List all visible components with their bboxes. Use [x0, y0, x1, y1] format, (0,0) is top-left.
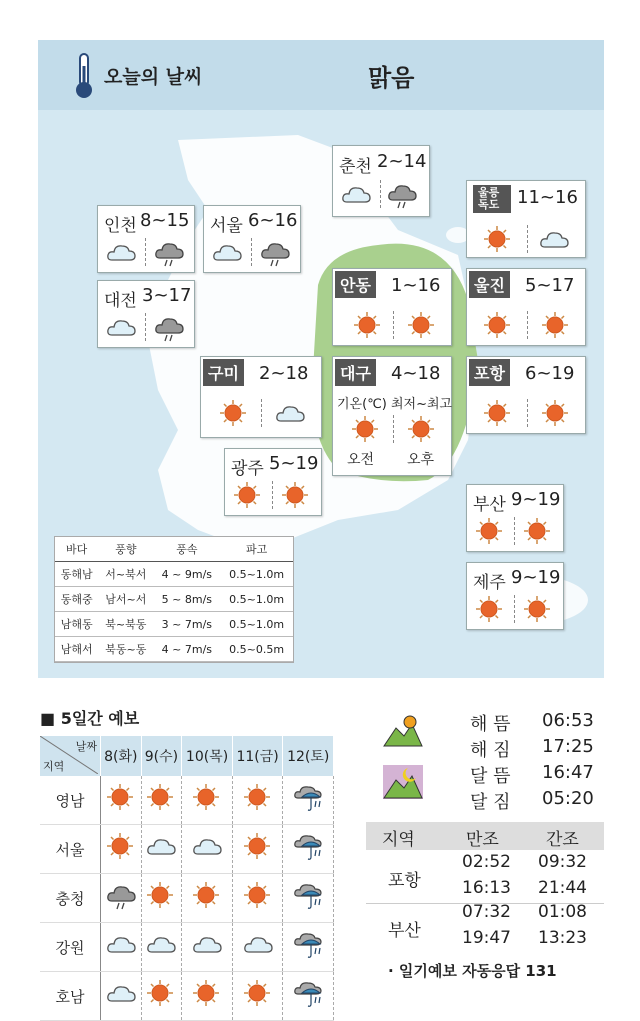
forecast-row [40, 776, 334, 825]
sea-header: 바다 [55, 537, 98, 562]
sun-icon [523, 595, 551, 623]
sun-icon [233, 481, 261, 509]
corner-bottom: 지역 [43, 760, 65, 773]
sunset-label: 해 짐 [470, 740, 511, 761]
sun-icon [407, 415, 435, 443]
forecast-cell [101, 776, 142, 825]
city-name: 광주 [231, 459, 264, 479]
cloud-icon [341, 180, 371, 210]
sea-cell: 4 ~ 7m/s [153, 637, 220, 662]
tide-high-1: 02:52 [462, 852, 511, 872]
tide-high-1: 07:32 [462, 902, 511, 922]
sea-row [55, 562, 293, 587]
sun-icon [243, 881, 273, 911]
rain-icon [293, 979, 323, 1009]
cloud-rain-icon [154, 238, 184, 268]
header-weather: 맑음 [368, 64, 415, 92]
city-range: 1~16 [391, 275, 441, 296]
moonset-row [470, 788, 594, 814]
forecast-cell [283, 923, 334, 972]
card-seoul [203, 205, 301, 273]
sun-icon [243, 832, 273, 862]
sunrise-row [470, 710, 594, 736]
city-range: 9~19 [511, 567, 561, 588]
forecast-region: 강원 [40, 923, 101, 972]
forecast-corner [40, 736, 101, 776]
sea-row [55, 637, 293, 662]
tide-high-2: 16:13 [462, 878, 511, 898]
divider [380, 180, 381, 208]
tide-low-1: 01:08 [538, 902, 587, 922]
sea-cell: 3 ~ 7m/s [153, 612, 220, 637]
forecast-cell [232, 825, 283, 874]
sea-header-row [55, 537, 293, 562]
cloud-icon [106, 979, 136, 1009]
rain-icon [293, 930, 323, 960]
forecast-cell [182, 972, 233, 1021]
card-uljin [466, 268, 586, 346]
cloud-rain-icon [387, 180, 417, 210]
cloud-icon [146, 930, 176, 960]
sea-cell: 북동~동 [98, 637, 153, 662]
card-gumi [200, 356, 322, 438]
forecast-region: 영남 [40, 776, 101, 825]
divider [261, 399, 262, 427]
forecast-header-row [40, 736, 334, 776]
card-daegu [332, 356, 452, 476]
city-tag: 울진 [469, 271, 510, 298]
sun-icon [192, 979, 222, 1009]
forecast-cell [182, 776, 233, 825]
tide-header [366, 822, 604, 850]
forecast-day: 11(금) [232, 736, 283, 776]
cloud-icon [146, 832, 176, 862]
city-tag: 대구 [335, 359, 376, 386]
cloud-icon [192, 832, 222, 862]
forecast-cell [101, 923, 142, 972]
moonset-time: 05:20 [542, 788, 594, 809]
forecast-region: 서울 [40, 825, 101, 874]
cloud-rain-icon [260, 238, 290, 268]
tide-region: 포항 [388, 871, 421, 891]
tide-high-2: 19:47 [462, 928, 511, 948]
forecast-cell [141, 825, 182, 874]
city-range: 3~17 [142, 285, 192, 306]
forecast-region: 충청 [40, 874, 101, 923]
forecast-cell [101, 874, 142, 923]
divider [393, 415, 394, 443]
forecast-cell [232, 776, 283, 825]
sea-cell: 북~북동 [98, 612, 153, 637]
sea-header: 풍향 [98, 537, 153, 562]
divider [272, 481, 273, 509]
tide-header-region: 지역 [382, 830, 415, 850]
sea-cell: 서~북서 [98, 562, 153, 587]
city-tag: 안동 [335, 271, 376, 298]
city-tag: 구미 [203, 359, 244, 386]
sun-icon [407, 311, 435, 339]
divider [527, 399, 528, 427]
city-range: 6~16 [248, 210, 298, 231]
forecast-region: 호남 [40, 972, 101, 1021]
rain-icon [293, 832, 323, 862]
cloud-icon [106, 930, 136, 960]
forecast-table [40, 736, 334, 1021]
sun-icon [106, 783, 136, 813]
forecast-cell [283, 825, 334, 874]
sun-icon [541, 399, 569, 427]
sun-icon [541, 311, 569, 339]
forecast-row [40, 825, 334, 874]
sunset-row [470, 736, 594, 762]
cloud-icon [243, 930, 273, 960]
moonrise-time: 16:47 [542, 762, 594, 783]
sea-cell: 0.5~1.0m [220, 612, 293, 637]
divider [145, 238, 146, 266]
forecast-day: 9(수) [141, 736, 182, 776]
sun-icon [146, 783, 176, 813]
rain-icon [293, 783, 323, 813]
sun-icon [351, 415, 379, 443]
cloud-icon [212, 238, 242, 268]
forecast-cell [283, 874, 334, 923]
cloud-rain-icon [154, 313, 184, 343]
sea-cell: 동해중 [55, 587, 98, 612]
cloud-icon [539, 225, 569, 255]
forecast-cell [182, 874, 233, 923]
sea-row [55, 587, 293, 612]
divider [514, 517, 515, 545]
sunrise-time: 06:53 [542, 710, 594, 731]
sun-icon [192, 881, 222, 911]
temp-legend: 기온(℃) 최저~최고 [337, 397, 453, 412]
forecast-cell [101, 972, 142, 1021]
sea-cell: 0.5~1.0m [220, 587, 293, 612]
rain-icon [293, 881, 323, 911]
city-name: 대전 [104, 291, 137, 311]
forecast-day: 8(화) [101, 736, 142, 776]
forecast-cell [232, 874, 283, 923]
city-range: 2~18 [259, 363, 309, 384]
corner-top: 날짜 [75, 740, 97, 753]
cloud-rain-icon [106, 881, 136, 911]
city-tag: 포항 [469, 359, 510, 386]
moonrise-row [470, 762, 594, 788]
card-andong [332, 268, 452, 346]
sun-icon [281, 481, 309, 509]
forecast-cell [232, 923, 283, 972]
sun-icon [483, 399, 511, 427]
forecast-cell [182, 825, 233, 874]
cloud-icon [192, 930, 222, 960]
sun-icon [475, 517, 503, 545]
city-name: 제주 [473, 573, 506, 593]
thermometer-icon [72, 52, 96, 100]
sea-cell: 남서~서 [98, 587, 153, 612]
sun-icon [243, 783, 273, 813]
card-gwangju [224, 448, 322, 516]
sea-table [54, 536, 294, 663]
footer-hotline: · 일기예보 자동응답 131 [388, 962, 557, 980]
sunrise-icon [382, 712, 424, 748]
city-range: 8~15 [140, 210, 190, 231]
forecast-cell [182, 923, 233, 972]
city-range: 6~19 [525, 363, 575, 384]
divider [393, 311, 394, 339]
sun-icon [483, 311, 511, 339]
sea-row [55, 612, 293, 637]
divider [251, 238, 252, 266]
city-range: 9~19 [511, 489, 561, 510]
cloud-icon [106, 238, 136, 268]
sun-icon [475, 595, 503, 623]
sea-cell: 남해동 [55, 612, 98, 637]
pm-label: 오후 [407, 452, 435, 468]
forecast-cell [283, 776, 334, 825]
city-range: 5~17 [525, 275, 575, 296]
sunrise-label: 해 뜸 [470, 714, 511, 735]
forecast-title: ■ 5일간 예보 [40, 709, 140, 728]
sea-header: 파고 [220, 537, 293, 562]
card-ulleung [466, 180, 586, 258]
am-label: 오전 [347, 452, 375, 468]
forecast-cell [141, 972, 182, 1021]
sun-icon [146, 881, 176, 911]
card-pohang [466, 356, 586, 434]
sea-cell: 0.5~0.5m [220, 637, 293, 662]
city-range: 4~18 [391, 363, 441, 384]
card-incheon [97, 205, 195, 273]
forecast-day: 10(목) [182, 736, 233, 776]
card-chuncheon [332, 145, 430, 217]
sun-icon [192, 783, 222, 813]
sea-cell: 5 ~ 8m/s [153, 587, 220, 612]
forecast-row [40, 874, 334, 923]
tide-header-low: 간조 [546, 830, 579, 850]
sun-icon [106, 832, 136, 862]
forecast-row [40, 923, 334, 972]
forecast-cell [141, 776, 182, 825]
cloud-icon [106, 313, 136, 343]
city-range: 2~14 [377, 151, 427, 172]
divider [527, 311, 528, 339]
tide-header-high: 만조 [466, 830, 499, 850]
header-title: 오늘의 날씨 [104, 66, 203, 88]
forecast-cell [101, 825, 142, 874]
moonrise-label: 달 뜸 [470, 766, 511, 787]
city-name: 인천 [104, 216, 137, 236]
card-busan [466, 484, 564, 552]
sea-cell: 0.5~1.0m [220, 562, 293, 587]
card-daejeon [97, 280, 195, 348]
city-name: 부산 [473, 495, 506, 515]
sun-icon [523, 517, 551, 545]
sun-icon [243, 979, 273, 1009]
forecast-cell [283, 972, 334, 1021]
header [38, 40, 604, 110]
sunset-time: 17:25 [542, 736, 594, 757]
divider [514, 595, 515, 623]
forecast-day: 12(토) [283, 736, 334, 776]
sun-icon [483, 225, 511, 253]
divider [145, 313, 146, 341]
forecast-cell [141, 874, 182, 923]
city-range: 11~16 [517, 187, 578, 208]
forecast-row [40, 972, 334, 1021]
city-name: 서울 [210, 216, 243, 236]
tide-low-1: 09:32 [538, 852, 587, 872]
moonset-label: 달 짐 [470, 792, 511, 813]
sea-cell: 동해남 [55, 562, 98, 587]
city-range: 5~19 [269, 453, 319, 474]
sun-icon [146, 979, 176, 1009]
sea-cell: 남해서 [55, 637, 98, 662]
city-name: 춘천 [339, 157, 372, 177]
forecast-cell [232, 972, 283, 1021]
tide-low-2: 13:23 [538, 928, 587, 948]
sun-icon [219, 399, 247, 427]
card-jeju [466, 562, 564, 630]
tide-region: 부산 [388, 921, 421, 941]
moonrise-icon [382, 764, 424, 800]
city-tag: 울릉 독도 [473, 185, 511, 213]
sun-icon [353, 311, 381, 339]
tide-low-2: 21:44 [538, 878, 587, 898]
cloud-icon [275, 399, 305, 429]
forecast-cell [141, 923, 182, 972]
divider [527, 225, 528, 253]
sea-cell: 4 ~ 9m/s [153, 562, 220, 587]
sea-header: 풍속 [153, 537, 220, 562]
